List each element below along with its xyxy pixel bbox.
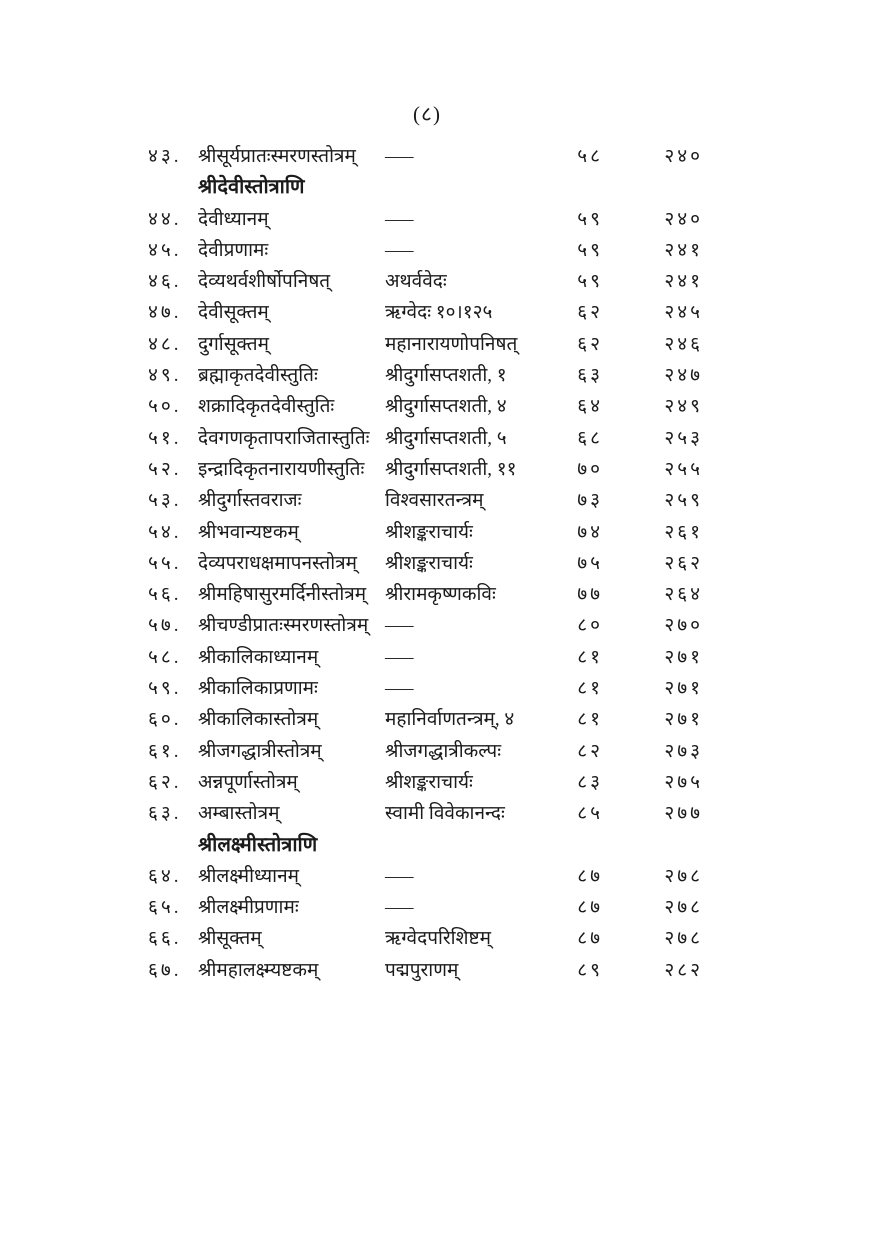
- entry-source: –––: [385, 146, 414, 167]
- entry-title: श्रीदुर्गास्तवराजः: [198, 490, 302, 512]
- entry-page-meaning: २७५: [664, 771, 703, 793]
- entry-number: ४७.: [148, 302, 182, 324]
- entry-title: श्रीभवान्यष्टकम्: [198, 521, 299, 543]
- entry-page-text: ७०: [577, 458, 603, 480]
- entry-page-meaning: २५३: [664, 427, 703, 449]
- entry-title: दुर्गासूक्तम्: [198, 333, 269, 355]
- entry-title: देवीध्यानम्: [198, 208, 269, 230]
- entry-number: ५८.: [148, 646, 182, 668]
- entry-number: ६७.: [148, 959, 182, 981]
- entry-number: ४८.: [148, 333, 182, 355]
- entry-title: अन्नपूर्णास्तोत्रम्: [198, 771, 298, 793]
- entry-page-text: ८७: [577, 897, 603, 919]
- entry-page-meaning: २४७: [664, 365, 703, 387]
- entry-page-text: ६३: [577, 365, 603, 387]
- entry-page-meaning: २७१: [664, 678, 703, 700]
- entry-source: श्रीजगद्धात्रीकल्पः: [385, 740, 502, 762]
- entry-source: –––: [385, 897, 414, 919]
- entry-page-text: ६४: [577, 396, 603, 418]
- toc-entry-row: [148, 610, 706, 641]
- entry-source: –––: [385, 208, 414, 230]
- entry-source: –––: [385, 865, 414, 887]
- entry-source: –––: [385, 615, 414, 637]
- entry-page-meaning: २५५: [664, 458, 703, 480]
- entry-page-meaning: २४०: [664, 146, 703, 167]
- entry-page-text: ८१: [577, 678, 603, 700]
- entry-page-meaning: २४१: [664, 239, 703, 261]
- entry-source: अथर्ववेदः: [385, 271, 447, 293]
- entry-title: श्रीकालिकास्तोत्रम्: [198, 709, 319, 731]
- toc-entry-row: [148, 141, 706, 172]
- entry-title: श्रीमहिषासुरमर्दिनीस्तोत्रम्: [198, 584, 367, 606]
- entry-source: –––: [385, 678, 414, 700]
- entry-page-meaning: २४६: [664, 333, 703, 355]
- entry-title: श्रीजगद्धात्रीस्तोत्रम्: [198, 740, 322, 762]
- entry-title: श्रीकालिकाप्रणामः: [198, 678, 318, 700]
- entry-page-text: ७३: [577, 490, 603, 512]
- entry-page-text: ८९: [577, 959, 603, 981]
- entry-source: श्रीदुर्गासप्तशती, ४: [385, 396, 507, 418]
- toc-entry-row: [148, 548, 706, 579]
- toc-entry-row: [148, 297, 706, 328]
- entry-title: ब्रह्माकृतदेवीस्तुतिः: [198, 365, 318, 387]
- entry-title: देव्यपराधक्षमापनस्तोत्रम्: [198, 552, 358, 574]
- entry-page-text: ८३: [577, 771, 603, 793]
- entry-page-text: ७५: [577, 552, 603, 574]
- toc-entry-row: [148, 955, 706, 986]
- entry-title: श्रीलक्ष्मीध्यानम्: [198, 865, 299, 887]
- toc-entry-row: [148, 266, 706, 297]
- toc-entry-row: [148, 517, 706, 548]
- entry-number: ६६.: [148, 928, 182, 950]
- entry-page-meaning: २७१: [664, 646, 703, 668]
- entry-page-text: ५८: [577, 146, 603, 167]
- toc-entry-row: [148, 391, 706, 422]
- entry-title: श्रीसूक्तम्: [198, 928, 262, 950]
- entry-title: श्रीकालिकाध्यानम्: [198, 646, 319, 668]
- section-heading-text: श्रीलक्ष्मीस्तोत्राणि: [198, 833, 318, 856]
- entry-number: ५२.: [148, 458, 182, 480]
- toc-entry-row: [148, 423, 706, 454]
- entry-page-text: ७७: [577, 584, 603, 606]
- entry-page-meaning: २४०: [664, 208, 703, 230]
- toc-entry-row: [148, 204, 706, 235]
- entry-number: ४५.: [148, 239, 182, 261]
- entry-page-meaning: २६२: [664, 552, 703, 574]
- entry-source: –––: [385, 646, 414, 668]
- entry-source: महानारायणोपनिषत्: [385, 333, 518, 355]
- entry-number: ५७.: [148, 615, 182, 637]
- entry-page-text: ८५: [577, 803, 603, 825]
- entry-source: श्रीशङ्कराचार्यः: [385, 771, 473, 793]
- entry-page-meaning: २७८: [664, 928, 703, 950]
- entry-page-text: ६२: [577, 333, 603, 355]
- toc-entry-row: [148, 767, 706, 798]
- toc-entry-row: [148, 892, 706, 923]
- entry-page-meaning: २७८: [664, 865, 703, 887]
- entry-title: देवीप्रणामः: [198, 239, 269, 261]
- entry-source: ऋग्वेदपरिशिष्टम्: [385, 928, 491, 950]
- entry-source: श्रीदुर्गासप्तशती, १: [385, 365, 507, 387]
- entry-number: ५१.: [148, 427, 182, 449]
- toc-section-heading-row: [148, 830, 706, 861]
- toc-entry-row: [148, 454, 706, 485]
- entry-title: देवगणकृतापराजितास्तुतिः: [198, 427, 370, 449]
- entry-source: पद्मपुराणम्: [385, 959, 459, 981]
- toc-entry-row: [148, 642, 706, 673]
- entry-number: ४९.: [148, 365, 182, 387]
- entry-number: ५५.: [148, 552, 182, 574]
- entry-page-meaning: २८२: [664, 959, 703, 981]
- entry-page-meaning: २७३: [664, 740, 703, 762]
- entry-number: ५३.: [148, 490, 182, 512]
- toc-entry-row: [148, 235, 706, 266]
- entry-number: ६०.: [148, 709, 182, 731]
- entry-page-text: ८७: [577, 928, 603, 950]
- entry-page-meaning: २४५: [664, 302, 703, 324]
- entry-page-text: ८१: [577, 709, 603, 731]
- entry-title: अम्बास्तोत्रम्: [198, 803, 280, 825]
- entry-number: ६३.: [148, 803, 182, 825]
- toc-section-heading-row: [148, 172, 706, 203]
- entry-page-text: ७४: [577, 521, 603, 543]
- toc-entry-row: [148, 673, 706, 704]
- toc-entry-row: [148, 579, 706, 610]
- entry-number: ६५.: [148, 897, 182, 919]
- entry-number: ५६.: [148, 584, 182, 606]
- entry-page-text: ८१: [577, 646, 603, 668]
- entry-title: शक्रादिकृतदेवीस्तुतिः: [198, 396, 335, 418]
- entry-source: स्वामी विवेकानन्दः: [385, 803, 505, 825]
- entry-page-meaning: २४९: [664, 396, 703, 418]
- entry-title: इन्द्रादिकृतनारायणीस्तुतिः: [198, 458, 365, 480]
- entry-title: श्रीसूर्यप्रातःस्मरणस्तोत्रम्: [198, 146, 356, 167]
- entry-source: श्रीशङ्कराचार्यः: [385, 552, 473, 574]
- entry-number: ६२.: [148, 771, 182, 793]
- entry-page-text: ५९: [577, 271, 603, 293]
- entry-title: देवीसूक्तम्: [198, 302, 269, 324]
- entry-number: ६४.: [148, 865, 182, 887]
- entry-page-meaning: २७८: [664, 897, 703, 919]
- toc-entry-row: [148, 923, 706, 954]
- entry-source: श्रीदुर्गासप्तशती, ५: [385, 427, 507, 449]
- toc-entry-row: [148, 798, 706, 829]
- entry-page-meaning: २६४: [664, 584, 703, 606]
- toc-list: [148, 141, 706, 986]
- entry-page-text: ६२: [577, 302, 603, 324]
- entry-page-meaning: २६१: [664, 521, 703, 543]
- toc-entry-row: [148, 736, 706, 767]
- entry-number: ६१.: [148, 740, 182, 762]
- toc-entry-row: [148, 704, 706, 735]
- entry-source: ऋग्वेदः १०।१२५: [385, 302, 493, 324]
- section-heading-text: श्रीदेवीस्तोत्राणि: [198, 176, 305, 199]
- entry-source: महानिर्वाणतन्त्रम्, ४: [385, 709, 515, 731]
- entry-page-meaning: २४१: [664, 271, 703, 293]
- entry-title: श्रीमहालक्ष्म्यष्टकम्: [198, 959, 319, 981]
- entry-page-meaning: २७७: [664, 803, 703, 825]
- entry-page-text: ६८: [577, 427, 603, 449]
- toc-entry-row: [148, 485, 706, 516]
- entry-title: देव्यथर्वशीर्षोपनिषत्: [198, 271, 331, 293]
- entry-page-text: ८२: [577, 740, 603, 762]
- entry-number: ४४.: [148, 208, 182, 230]
- entry-number: ४६.: [148, 271, 182, 293]
- entry-number: ५०.: [148, 396, 182, 418]
- toc-entry-row: [148, 861, 706, 892]
- entry-page-text: ८७: [577, 865, 603, 887]
- page-number: (८): [413, 102, 441, 126]
- entry-page-meaning: २५९: [664, 490, 703, 512]
- entry-number: ५४.: [148, 521, 182, 543]
- entry-source: श्रीशङ्कराचार्यः: [385, 521, 473, 543]
- entry-source: विश्वसारतन्त्रम्: [385, 490, 484, 512]
- entry-page-text: ५९: [577, 239, 603, 261]
- entry-number: ४३.: [148, 146, 182, 167]
- entry-page-meaning: २७०: [664, 615, 703, 637]
- toc-entry-row: [148, 360, 706, 391]
- entry-page-text: ५९: [577, 208, 603, 230]
- entry-title: श्रीचण्डीप्रातःस्मरणस्तोत्रम्: [198, 615, 369, 637]
- entry-source: श्रीरामकृष्णकविः: [385, 584, 496, 606]
- entry-source: श्रीदुर्गासप्तशती, ११: [385, 458, 517, 480]
- toc-entry-row: [148, 329, 706, 360]
- entry-source: –––: [385, 239, 414, 261]
- entry-page-meaning: २७१: [664, 709, 703, 731]
- entry-number: ५९.: [148, 678, 182, 700]
- entry-page-text: ८०: [577, 615, 603, 637]
- entry-title: श्रीलक्ष्मीप्रणामः: [198, 897, 299, 919]
